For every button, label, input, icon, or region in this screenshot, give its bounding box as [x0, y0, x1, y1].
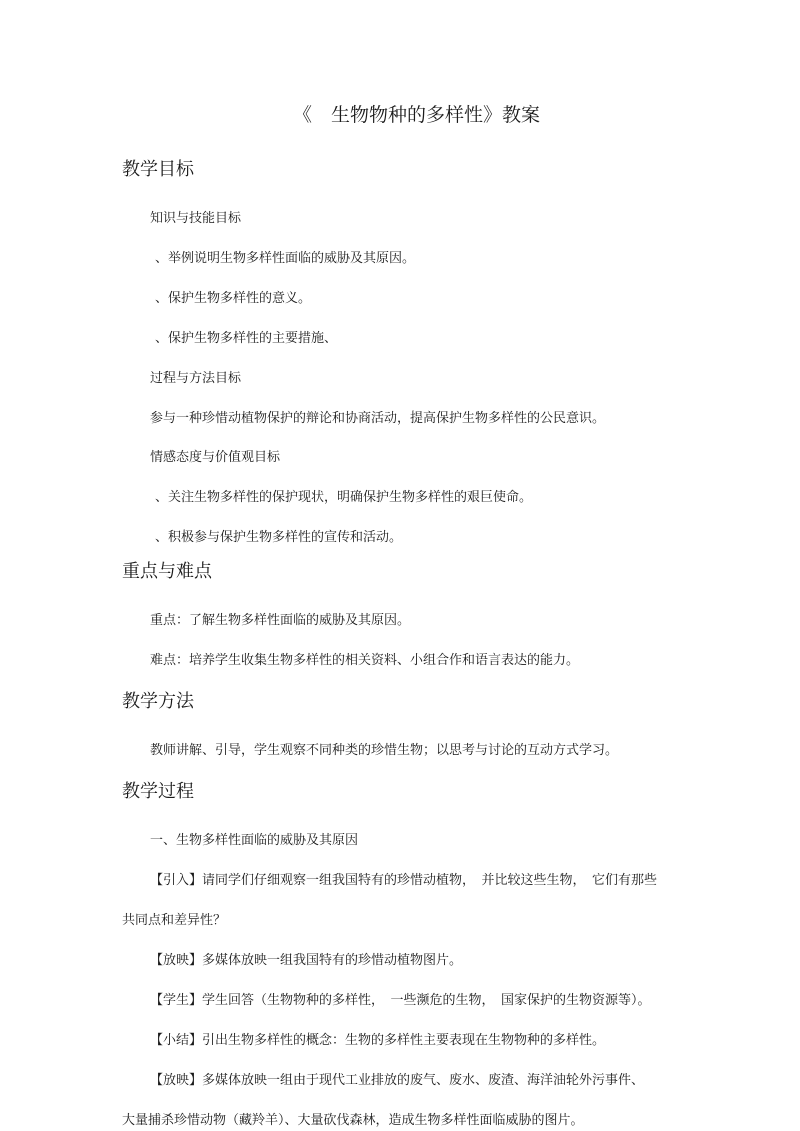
process-paragraph-5-cont: 大量捕杀珍惜动物（藏羚羊）、大量砍伐森林，造成生物多样性面临威胁的图片。 — [122, 1113, 584, 1128]
process-method-text: 参与一种珍惜动植物保护的辩论和协商活动，提高保护生物多样性的公民意识。 — [150, 411, 606, 426]
objectives-heading: 教学目标 — [122, 159, 194, 180]
process-method-heading: 过程与方法目标 — [150, 371, 242, 386]
process-heading: 教学过程 — [122, 781, 194, 802]
knowledge-item-2: 、保护生物多样性的意义。 — [155, 291, 312, 306]
process-paragraph-1: 【引入】请同学们仔细观察一组我国特有的珍惜动植物， 并比较这些生物， 它们有那些 — [150, 873, 658, 888]
knowledge-item-1: 、举例说明生物多样性面临的威胁及其原因。 — [155, 251, 416, 266]
process-paragraph-2: 【放映】多媒体放映一组我国特有的珍惜动植物图片。 — [150, 953, 463, 968]
methods-heading: 教学方法 — [122, 691, 194, 712]
process-sub-heading: 一、生物多样性面临的威胁及其原因 — [150, 833, 359, 848]
knowledge-item-3: 、保护生物多样性的主要措施、 — [155, 331, 338, 346]
document-title: 《 生物物种的多样性》教案 — [293, 104, 541, 126]
emotion-heading: 情感态度与价值观目标 — [150, 450, 281, 465]
process-paragraph-4: 【小结】引出生物多样性的概念：生物的多样性主要表现在生物物种的多样性。 — [150, 1033, 606, 1048]
emotion-item-2: 、积极参与保护生物多样性的宣传和活动。 — [155, 530, 403, 545]
key-point-text: 重点：了解生物多样性面临的威胁及其原因。 — [150, 613, 411, 628]
knowledge-heading: 知识与技能目标 — [150, 211, 242, 226]
methods-text: 教师讲解、引导，学生观察不同种类的珍惜生物；以思考与讨论的互动方式学习。 — [150, 743, 619, 758]
key-points-heading: 重点与难点 — [122, 561, 212, 582]
process-paragraph-5: 【放映】多媒体放映一组由于现代工业排放的废气、废水、废渣、海洋油轮外污事件、 — [150, 1073, 645, 1088]
process-paragraph-3: 【学生】学生回答（生物物种的多样性， 一些濒危的生物， 国家保护的生物资源等）。 — [150, 993, 651, 1008]
difficult-point-text: 难点：培养学生收集生物多样性的相关资料、小组合作和语言表达的能力。 — [150, 653, 580, 668]
emotion-item-1: 、关注生物多样性的保护现状，明确保护生物多样性的艰巨使命。 — [155, 490, 533, 505]
process-paragraph-1-cont: 共同点和差异性？ — [122, 913, 227, 928]
